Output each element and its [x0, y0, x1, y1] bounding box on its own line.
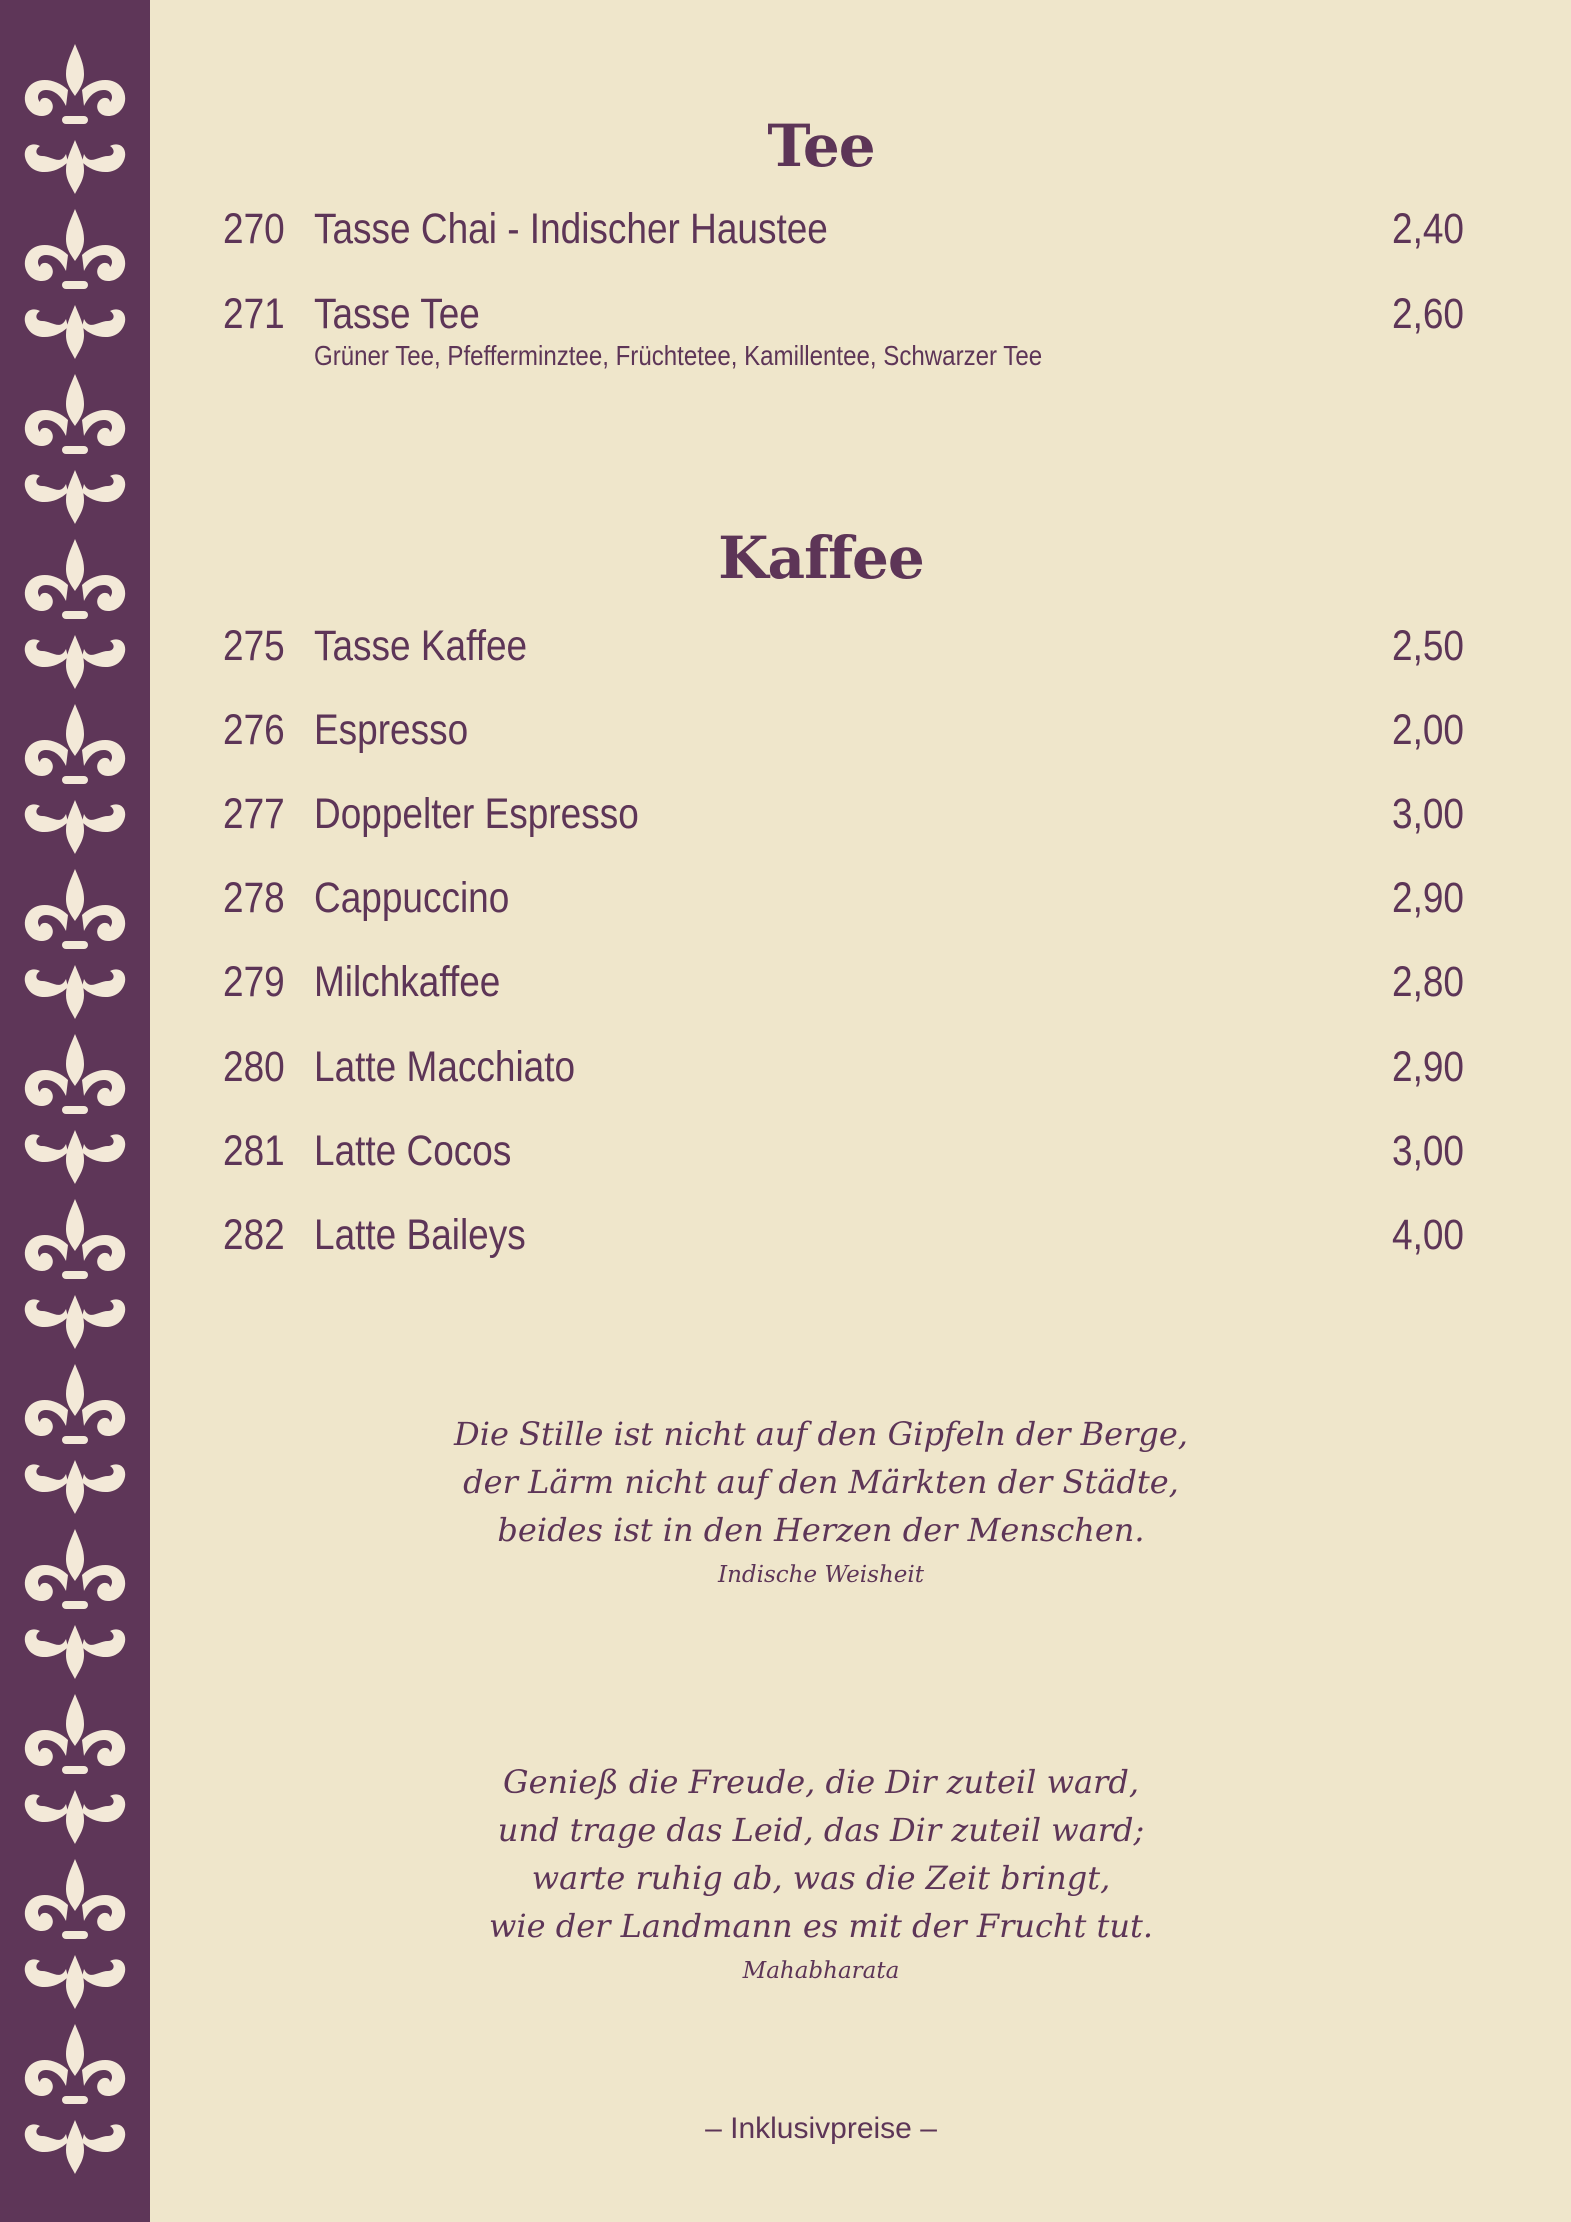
item-name: Cappuccino [314, 874, 510, 922]
menu-item [150, 205, 1551, 265]
quote-mahabharata [150, 1758, 1492, 1984]
item-name: Tasse Tee [314, 290, 480, 338]
menu-item [150, 290, 1551, 380]
quote-line: Die Stille ist nicht auf den Gipfeln der Berge, [454, 1415, 1188, 1453]
item-number: 279 [223, 958, 285, 1006]
menu-item [150, 958, 1551, 1018]
item-price: 4,00 [1392, 1211, 1464, 1259]
menu-item [150, 706, 1551, 766]
item-price: 3,00 [1392, 1127, 1464, 1175]
section-title-tee: Tee [767, 112, 875, 180]
item-price: 2,60 [1392, 290, 1464, 338]
item-number: 278 [223, 874, 285, 922]
item-name: Doppelter Espresso [314, 790, 639, 838]
item-name: Latte Cocos [314, 1127, 512, 1175]
item-price: 2,90 [1392, 874, 1464, 922]
item-name: Latte Baileys [314, 1211, 526, 1259]
item-name: Latte Macchiato [314, 1043, 576, 1091]
menu-item [150, 622, 1551, 682]
quote-line: und trage das Leid, das Dir zuteil ward; [497, 1811, 1145, 1849]
item-price: 2,40 [1392, 205, 1464, 253]
quote-line: warte ruhig ab, was die Zeit bringt, [531, 1859, 1111, 1897]
damask-ornament-icon [0, 0, 150, 2222]
menu-item [150, 874, 1551, 934]
item-price: 2,80 [1392, 958, 1464, 1006]
item-number: 282 [223, 1211, 285, 1259]
menu-item [150, 790, 1551, 850]
quote-indische-weisheit [150, 1410, 1492, 1588]
quote-source: Mahabharata [742, 1958, 900, 1984]
menu-item [150, 1127, 1551, 1187]
menu-content [150, 0, 1571, 2222]
footer-note: – Inklusivpreise – [705, 2112, 937, 2145]
quote-source: Indische Weisheit [718, 1562, 924, 1588]
item-price: 2,90 [1392, 1043, 1464, 1091]
quote-line: wie der Landmann es mit der Frucht tut. [488, 1907, 1154, 1945]
menu-item [150, 1211, 1551, 1271]
section-title-kaffee: Kaffee [718, 524, 924, 592]
item-name: Tasse Chai - Indischer Haustee [314, 205, 828, 253]
item-price: 2,00 [1392, 706, 1464, 754]
item-number: 280 [223, 1043, 285, 1091]
quote-line: beides ist in den Herzen der Menschen. [497, 1511, 1145, 1549]
quote-line: der Lärm nicht auf den Märkten der Städte, [463, 1463, 1179, 1501]
item-number: 270 [223, 205, 285, 253]
item-number: 276 [223, 706, 285, 754]
item-number: 275 [223, 622, 285, 670]
item-number: 271 [223, 290, 285, 338]
item-name: Espresso [314, 706, 469, 754]
item-price: 2,50 [1392, 622, 1464, 670]
item-number: 277 [223, 790, 285, 838]
item-name: Milchkaffee [314, 958, 501, 1006]
quote-line: Genieß die Freude, die Dir zuteil ward, [503, 1763, 1139, 1801]
item-number: 281 [223, 1127, 285, 1175]
menu-item [150, 1043, 1551, 1103]
item-price: 3,00 [1392, 790, 1464, 838]
item-description: Grüner Tee, Pfefferminztee, Früchtetee, Kamillentee, Schwarzer Tee [314, 340, 1043, 371]
decorative-sidebar [0, 0, 150, 2222]
item-name: Tasse Kaffee [314, 622, 528, 670]
